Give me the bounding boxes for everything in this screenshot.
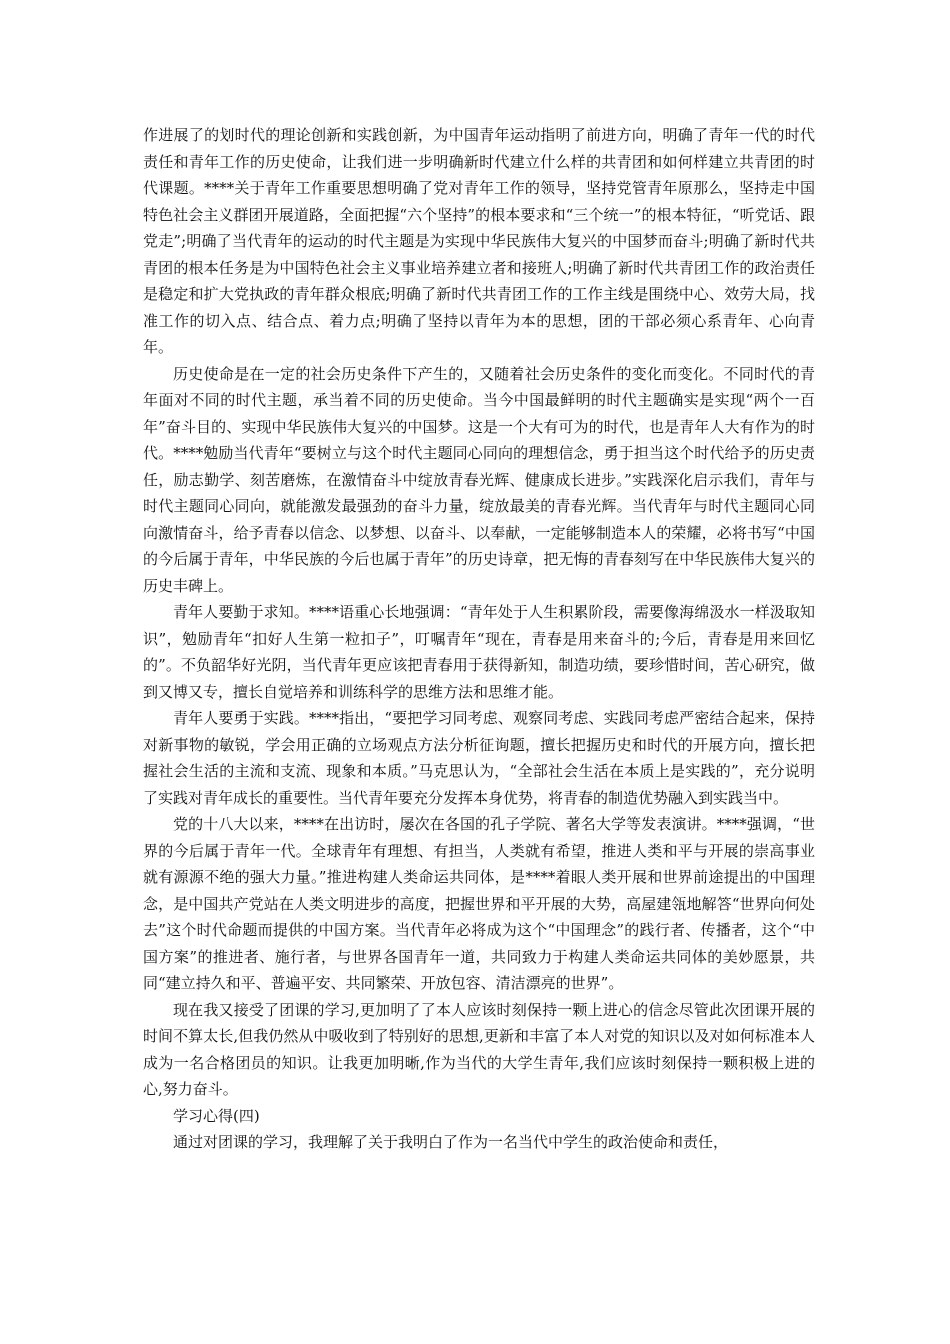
paragraph-study-notes-4-intro: 通过对团课的学习，我理解了关于我明白了作为一名当代中学生的政治使命和责任， [173,1133,729,1151]
section-heading-study-notes-4: 学习心得(四) [173,1106,260,1125]
paragraph-community-of-shared-future: 党的十八大以来，****在出访时，屡次在各国的孔子学院、著名大学等发表演讲。****强调，“世界的今后属于青年一代。全球青年有理想、有担当，人类就有希望，推进人类和平与开展的崇高事业就有源源不绝的强大力量。”推进构建人类命运共同体，是****着眼人类开展和世界前途提出的中国理念，是中国共产党站在人类文明进步的高度，把握世界和平开展的大势，高屋建瓴地解答“世界向何处去”这个时代命题而提供的中国方案。当代青年必将成为这个“中国理念”的践行者、传播者，这个“中国方案”的推进者、施行者，与世界各国青年一道，共同致力于构建人类命运共同体的美妙愿景，共同“建立持久和平、普遍平安、共同繁荣、开放包容、清洁漂亮的世界”。 [143,815,815,992]
paragraph-seek-knowledge: 青年人要勤于求知。****语重心长地强调：“青年处于人生积累阶段，需要像海绵汲水一样汲取知识”，勉励青年“扣好人生第一粒扣子”，叮嘱青年“现在，青春是用来奋斗的;今后，青春是用来回忆的”。不负韶华好光阴，当代青年更应该把青春用于获得新知，制造功绩，要珍惜时间，苦心研究，做到又博又专，擅长自觉培养和训练科学的思维方法和思维才能。 [143,603,815,701]
paragraph-historical-mission: 历史使命是在一定的社会历史条件下产生的，又随着社会历史条件的变化而变化。不同时代的青年面对不同的时代主题，承当着不同的历史使命。当今中国最鲜明的时代主题确实是实现“两个一百年”奋斗目的、实现中华民族伟大复兴的中国梦。这是一个大有可为的时代，也是青年人大有作为的时代。****勉励当代青年“要树立与这个时代主题同心同向的理想信念，勇于担当这个时代给予的历史责任，励志勤学、刻苦磨炼，在激情奋斗中绽放青春光辉、健康成长进步。”实践深化启示我们，青年与时代主题同心同向，就能激发最强劲的奋斗力量，绽放最美的青春光辉。当代青年与时代主题同心同向激情奋斗，给予青春以信念、以梦想、以奋斗、以奉献，一定能够制造本人的荣耀，必将书写“中国的今后属于青年，中华民族的今后也属于青年”的历史诗章，把无悔的青春刻写在中华民族伟大复兴的历史丰碑上。 [143,364,815,595]
paragraph-league-course-reflection: 现在我又接受了团课的学习,更加明了了本人应该时刻保持一颗上进心的信念尽管此次团课开展的时间不算太长,但我仍然从中吸收到了特别好的思想,更新和丰富了本人对党的知识以及对如何标准本人成为一名合格团员的知识。让我更加明晰,作为当代的大学生青年,我们应该时刻保持一颗积极上进的心,努力奋斗。 [143,1000,815,1098]
document-page [143,122,815,1156]
paragraph-youth-work-thought: 作进展了的划时代的理论创新和实践创新，为中国青年运动指明了前进方向，明确了青年一代的时代责任和青年工作的历史使命，让我们进一步明确新时代建立什么样的共青团和如何样建立共青团的时代课题。****关于青年工作重要思想明确了党对青年工作的领导，坚持党管青年原那么，坚持走中国特色社会主义群团开展道路，全面把握“六个坚持”的根本要求和“三个统一”的根本特征，“听党话、跟党走”;明确了当代青年的运动的时代主题是为实现中华民族伟大复兴的中国梦而奋斗;明确了新时代共青团的根本任务是为中国特色社会主义事业培养建立者和接班人;明确了新时代共青团工作的政治责任是稳定和扩大党执政的青年群众根底;明确了新时代共青团工作的工作主线是围绕中心、效劳大局，找准工作的切入点、结合点、着力点;明确了坚持以青年为本的思想，团的干部必须心系青年、心向青年。 [143,126,815,356]
paragraph-practice: 青年人要勇于实践。****指出，“要把学习同考虑、观察同考虑、实践同考虑严密结合起来，保持对新事物的敏锐，学会用正确的立场观点方法分析征询题，擅长把握历史和时代的开展方向，擅长把握社会生活的主流和支流、现象和本质。”马克思认为，“全部社会生活在本质上是实践的”，充分说明了实践对青年成长的重要性。当代青年要充分发挥本身优势，将青春的制造优势融入到实践当中。 [143,709,815,807]
